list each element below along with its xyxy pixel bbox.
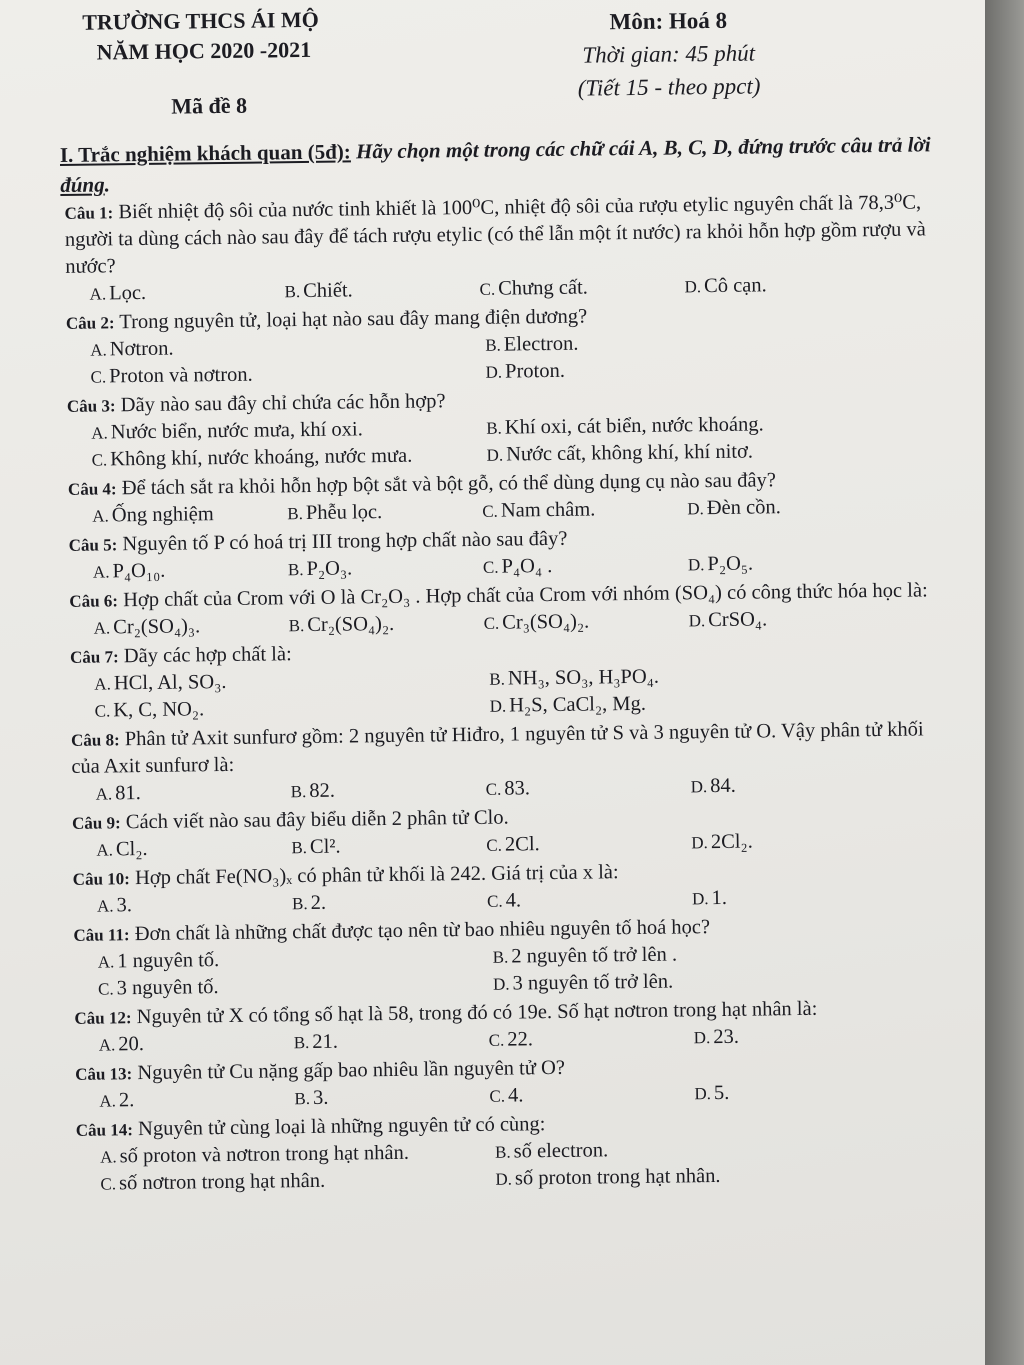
question-number: Câu 9: bbox=[71, 813, 121, 833]
section-title: I. Trắc nghiệm khách quan (5đ): bbox=[59, 139, 351, 167]
answer-option-a bbox=[96, 834, 291, 863]
answer-option-c bbox=[483, 551, 688, 581]
answer-option-a bbox=[99, 1085, 294, 1114]
option-letter: B. bbox=[291, 894, 308, 914]
option-letter: D. bbox=[691, 833, 708, 853]
answer-option-b bbox=[291, 776, 486, 805]
answer-option-d bbox=[489, 688, 884, 720]
question-text: Phân tử Axit sunfurơ gồm: 2 nguyên tử Hiđro, 1 nguyên tử S và 3 nguyên tử O. Vậy phân tử khối của Axit sunfurơ là: bbox=[71, 718, 924, 778]
question-number: Câu 7: bbox=[69, 647, 119, 667]
school-header bbox=[82, 5, 319, 68]
option-text: Cr₂(SO₄)₃. bbox=[113, 615, 201, 639]
option-letter: A. bbox=[100, 1147, 117, 1167]
answer-option-b bbox=[288, 554, 483, 583]
question-text: Biết nhiệt độ sôi của nước tinh khiết là 100⁰C, nhiệt độ sôi của rượu etylic nguyên chất là 78,3⁰C, người ta dùng cách nào sau đây để tách rượu etylic (có thể lẫn một ít nước) ra khỏi hỗn hợp gồm rượu và nước? bbox=[64, 191, 926, 278]
answer-option-c bbox=[486, 829, 691, 859]
answer-option-d bbox=[485, 354, 880, 386]
answer-option-c bbox=[487, 885, 692, 915]
answer-options bbox=[67, 409, 940, 474]
option-letter: B. bbox=[486, 418, 502, 438]
answer-option-b bbox=[284, 276, 479, 305]
answer-option-c bbox=[489, 1080, 694, 1110]
question-number: Câu 10: bbox=[72, 869, 131, 889]
option-letter: A. bbox=[93, 618, 111, 638]
option-text: Cr₂(SO₄)₂. bbox=[307, 612, 395, 637]
option-letter: C. bbox=[486, 891, 503, 911]
question-number: Câu 5: bbox=[68, 535, 118, 555]
option-text: 3 nguyên tố trở lên. bbox=[512, 970, 674, 995]
option-text: số proton và nơtron trong hạt nhân. bbox=[119, 1141, 410, 1168]
option-text: Cl². bbox=[309, 835, 341, 858]
answer-option-d bbox=[687, 493, 892, 523]
option-text: K, C, NO₂. bbox=[113, 698, 205, 722]
option-text: 83. bbox=[504, 777, 531, 800]
option-text: Cr₃(SO₄)₂. bbox=[502, 610, 590, 634]
answer-option-d bbox=[694, 1078, 899, 1108]
option-letter: A. bbox=[96, 896, 114, 916]
option-text: Khí oxi, cát biển, nước khoáng. bbox=[504, 413, 764, 439]
option-text: Đèn cồn. bbox=[706, 496, 781, 520]
answer-option-b bbox=[288, 610, 483, 639]
option-text: 20. bbox=[118, 1033, 145, 1056]
option-letter: C. bbox=[94, 701, 111, 721]
option-text: 1. bbox=[711, 886, 728, 910]
answer-option-c bbox=[100, 1166, 495, 1198]
question-9 bbox=[72, 799, 945, 864]
option-letter: D. bbox=[489, 696, 507, 716]
option-text: Cl₂. bbox=[115, 837, 148, 861]
option-letter: C. bbox=[482, 557, 499, 577]
option-text: 3. bbox=[312, 1086, 329, 1109]
option-text: 23. bbox=[713, 1025, 740, 1049]
question-6 bbox=[69, 577, 942, 642]
question-text: Hợp chất Fe(NO₃)ₓ có phân tử khối là 242. Giá trị của x là: bbox=[129, 861, 619, 890]
answer-option-c bbox=[483, 607, 688, 637]
question-13 bbox=[75, 1050, 948, 1115]
option-text: 5. bbox=[713, 1081, 730, 1105]
question-text: Trong nguyên tử, loại hạt nào sau đây mang điện dương? bbox=[114, 305, 588, 334]
exam-time: Thời gian: 45 phút bbox=[582, 40, 756, 68]
answer-options bbox=[66, 326, 939, 391]
option-text: 2. bbox=[310, 891, 327, 914]
answer-option-b bbox=[294, 1083, 489, 1112]
option-text: Chưng cất. bbox=[498, 276, 588, 300]
answer-option-a bbox=[96, 778, 291, 807]
question-5 bbox=[68, 521, 941, 586]
option-text: Ống nghiệm bbox=[111, 503, 214, 527]
question-stem bbox=[64, 189, 937, 281]
option-letter: C. bbox=[91, 450, 108, 470]
answer-option-d bbox=[688, 605, 893, 635]
option-letter: C. bbox=[488, 1030, 505, 1050]
question-text: Nguyên tố P có hoá trị III trong hợp chất nào sau đây? bbox=[117, 527, 568, 556]
option-text: Cô cạn. bbox=[703, 274, 767, 298]
answer-option-a bbox=[89, 278, 284, 307]
option-letter: D. bbox=[687, 499, 704, 519]
question-1 bbox=[64, 189, 937, 308]
option-letter: B. bbox=[287, 560, 304, 580]
question-text: Nguyên tử cùng loại là những nguyên tử có cùng: bbox=[132, 1113, 546, 1141]
question-list bbox=[64, 189, 948, 1200]
answer-option-c bbox=[90, 359, 485, 391]
question-number: Câu 1: bbox=[64, 203, 114, 223]
answer-option-c bbox=[479, 273, 684, 303]
section-instruction-end: . bbox=[104, 172, 111, 197]
option-text: 2Cl₂. bbox=[710, 830, 753, 854]
option-letter: B. bbox=[492, 947, 509, 967]
option-text: 2. bbox=[118, 1089, 135, 1112]
option-letter: A. bbox=[96, 840, 114, 860]
option-text: CrSO₄. bbox=[708, 608, 768, 632]
question-number: Câu 8: bbox=[70, 730, 120, 750]
option-letter: C. bbox=[483, 613, 500, 633]
question-text: Để tách sắt ra khỏi hỗn hợp bột sắt và bột gỗ, có thể dùng dụng cụ nào sau đây? bbox=[116, 469, 777, 500]
option-letter: A. bbox=[91, 423, 108, 443]
option-letter: A. bbox=[97, 952, 115, 972]
option-text: Proton và nơtron. bbox=[109, 363, 253, 388]
option-text: 2 nguyên tố trở lên . bbox=[511, 943, 678, 968]
option-letter: B. bbox=[284, 282, 301, 302]
exam-code: Mã đề 8 bbox=[171, 92, 248, 119]
answer-option-a bbox=[94, 612, 289, 641]
option-text: Nước cất, không khí, khí nitơ. bbox=[505, 440, 754, 466]
option-letter: D. bbox=[693, 1028, 711, 1048]
answer-option-d bbox=[688, 549, 893, 579]
option-letter: A. bbox=[95, 784, 113, 804]
answer-option-a bbox=[97, 890, 292, 919]
option-text: 3. bbox=[116, 894, 133, 917]
answer-option-b bbox=[287, 498, 482, 527]
answer-option-d bbox=[692, 883, 897, 913]
answer-options bbox=[70, 660, 943, 725]
option-letter: A. bbox=[92, 506, 109, 526]
option-text: 22. bbox=[507, 1028, 534, 1051]
option-letter: A. bbox=[99, 1091, 117, 1111]
option-letter: D. bbox=[495, 1169, 513, 1189]
option-letter: D. bbox=[688, 611, 706, 631]
option-letter: D. bbox=[486, 445, 504, 465]
exam-lesson: (Tiết 15 - theo ppct) bbox=[577, 73, 761, 101]
school-year: NĂM HỌC 2020 -2021 bbox=[96, 36, 312, 65]
question-text: Dãy nào sau đây chỉ chứa các hỗn hợp? bbox=[115, 390, 446, 417]
option-text: Phễu lọc. bbox=[305, 501, 383, 525]
question-text: Hợp chất của Crom với O là Cr₂O₃ . Hợp chất của Crom với nhóm (SO₄) có công thức hóa học là: bbox=[117, 579, 928, 612]
question-4 bbox=[68, 465, 941, 530]
answer-option-c bbox=[482, 495, 687, 525]
option-text: 2Cl. bbox=[504, 833, 540, 856]
option-letter: D. bbox=[492, 974, 510, 994]
question-12 bbox=[74, 994, 947, 1059]
option-letter: C. bbox=[482, 501, 498, 521]
section-instruction-emphasis: đúng bbox=[60, 172, 105, 197]
exam-subject: Môn: Hoá 8 bbox=[609, 7, 728, 35]
question-10 bbox=[73, 855, 946, 920]
option-text: Chiết. bbox=[303, 279, 353, 303]
option-text: P₂O₃. bbox=[306, 557, 353, 581]
question-number: Câu 6: bbox=[69, 591, 119, 611]
answer-option-d bbox=[684, 271, 889, 301]
option-letter: D. bbox=[694, 1084, 712, 1104]
option-letter: B. bbox=[489, 669, 506, 689]
answer-option-d bbox=[691, 827, 896, 857]
question-11 bbox=[73, 911, 946, 1003]
option-text: 3 nguyên tố. bbox=[116, 976, 219, 1000]
answer-option-a bbox=[99, 1029, 294, 1058]
answer-option-d bbox=[486, 437, 881, 469]
question-number: Câu 3: bbox=[66, 396, 116, 416]
answer-option-d bbox=[690, 771, 895, 801]
question-text: Nguyên tử Cu nặng gấp bao nhiêu lần nguyên tử O? bbox=[132, 1056, 566, 1085]
answer-option-c bbox=[95, 693, 490, 725]
option-text: Lọc. bbox=[108, 281, 147, 305]
section-heading bbox=[60, 129, 941, 200]
question-text: Đơn chất là những chất được tạo nên từ bao nhiêu nguyên tố hoá học? bbox=[129, 916, 711, 946]
option-letter: C. bbox=[486, 835, 503, 855]
option-letter: D. bbox=[691, 889, 709, 909]
option-text: P₂O₅. bbox=[707, 552, 754, 576]
option-letter: C. bbox=[485, 779, 502, 799]
answer-option-c bbox=[486, 773, 691, 803]
question-7 bbox=[70, 633, 943, 725]
option-text: 84. bbox=[710, 774, 736, 798]
question-number: Câu 14: bbox=[75, 1120, 134, 1140]
question-3 bbox=[67, 382, 940, 474]
option-letter: B. bbox=[288, 616, 305, 636]
question-8 bbox=[71, 716, 944, 808]
answer-option-b bbox=[291, 832, 486, 861]
answer-option-a bbox=[92, 500, 287, 529]
answer-option-c bbox=[98, 971, 493, 1003]
option-letter: B. bbox=[287, 504, 304, 524]
option-text: Nam châm. bbox=[500, 498, 596, 522]
option-text: Proton. bbox=[504, 359, 566, 383]
option-letter: C. bbox=[90, 367, 107, 387]
option-letter: B. bbox=[293, 1033, 310, 1053]
option-text: 82. bbox=[309, 779, 336, 802]
option-text: 21. bbox=[312, 1030, 339, 1053]
option-text: số proton trong hạt nhân. bbox=[514, 1164, 721, 1190]
answer-options bbox=[76, 1133, 949, 1198]
table-edge bbox=[985, 0, 1024, 1365]
option-letter: B. bbox=[294, 1089, 311, 1109]
question-2 bbox=[66, 299, 939, 391]
option-letter: C. bbox=[97, 979, 114, 999]
option-letter: B. bbox=[494, 1142, 511, 1162]
option-text: NH₃, SO₃, H₃PO₄. bbox=[507, 665, 660, 690]
option-letter: B. bbox=[290, 782, 307, 802]
option-letter: D. bbox=[690, 777, 708, 797]
option-text: 81. bbox=[115, 782, 141, 805]
school-name: TRƯỜNG THCS ÁI MỘ bbox=[82, 6, 319, 35]
option-letter: B. bbox=[485, 335, 501, 355]
answer-option-a bbox=[93, 556, 288, 585]
option-text: 4. bbox=[507, 1084, 524, 1107]
option-text: Electron. bbox=[503, 332, 579, 356]
option-letter: D. bbox=[485, 362, 503, 382]
exam-info bbox=[538, 3, 799, 105]
option-text: 1 nguyên tố. bbox=[117, 949, 220, 973]
answer-option-b bbox=[292, 888, 487, 917]
question-number: Câu 13: bbox=[75, 1064, 133, 1084]
question-number: Câu 4: bbox=[67, 479, 117, 499]
option-letter: D. bbox=[684, 277, 702, 297]
question-number: Câu 11: bbox=[73, 925, 130, 945]
question-number: Câu 2: bbox=[65, 313, 115, 333]
option-letter: C. bbox=[479, 279, 496, 299]
answer-option-b bbox=[294, 1027, 489, 1056]
option-text: P₄O₁₀. bbox=[112, 559, 166, 583]
question-14 bbox=[76, 1106, 949, 1198]
question-text: Cách viết nào sau đây biểu diễn 2 phân tử Clo. bbox=[120, 806, 509, 834]
option-text: 4. bbox=[505, 889, 522, 912]
option-letter: A. bbox=[90, 340, 107, 360]
option-letter: A. bbox=[92, 562, 110, 582]
option-letter: A. bbox=[89, 284, 107, 304]
option-text: số electron. bbox=[513, 1139, 609, 1163]
answer-options bbox=[74, 938, 947, 1003]
option-letter: A. bbox=[94, 674, 112, 694]
option-text: Nước biển, nước mưa, khí oxi. bbox=[110, 418, 363, 444]
question-text: Nguyên tử X có tổng số hạt là 58, trong đó có 19e. Số hạt nơtron trong hạt nhân là: bbox=[131, 997, 818, 1029]
option-letter: C. bbox=[489, 1086, 506, 1106]
answer-option-c bbox=[91, 442, 486, 474]
answer-option-d bbox=[493, 966, 888, 998]
option-text: H₂S, CaCl₂, Mg. bbox=[509, 692, 647, 717]
answer-option-d bbox=[694, 1022, 899, 1052]
question-number: Câu 12: bbox=[74, 1008, 132, 1028]
answer-option-d bbox=[495, 1161, 890, 1193]
option-letter: B. bbox=[291, 838, 308, 858]
option-text: số nơtron trong hạt nhân. bbox=[118, 1169, 326, 1195]
option-text: HCl, Al, SO₃. bbox=[113, 670, 227, 695]
option-letter: C. bbox=[100, 1174, 117, 1194]
section-instruction-text: Hãy chọn một trong các chữ cái A, B, C, D, đứng trước câu trả lời bbox=[355, 132, 931, 164]
option-letter: D. bbox=[687, 555, 705, 575]
option-letter: A. bbox=[98, 1035, 116, 1055]
answer-option-c bbox=[489, 1024, 694, 1054]
option-text: Nơtron. bbox=[109, 337, 174, 361]
option-text: Không khí, nước khoáng, nước mưa. bbox=[110, 444, 413, 471]
question-text: Dãy các hợp chất là: bbox=[118, 643, 292, 668]
option-text: P₄O₄ . bbox=[501, 555, 553, 578]
